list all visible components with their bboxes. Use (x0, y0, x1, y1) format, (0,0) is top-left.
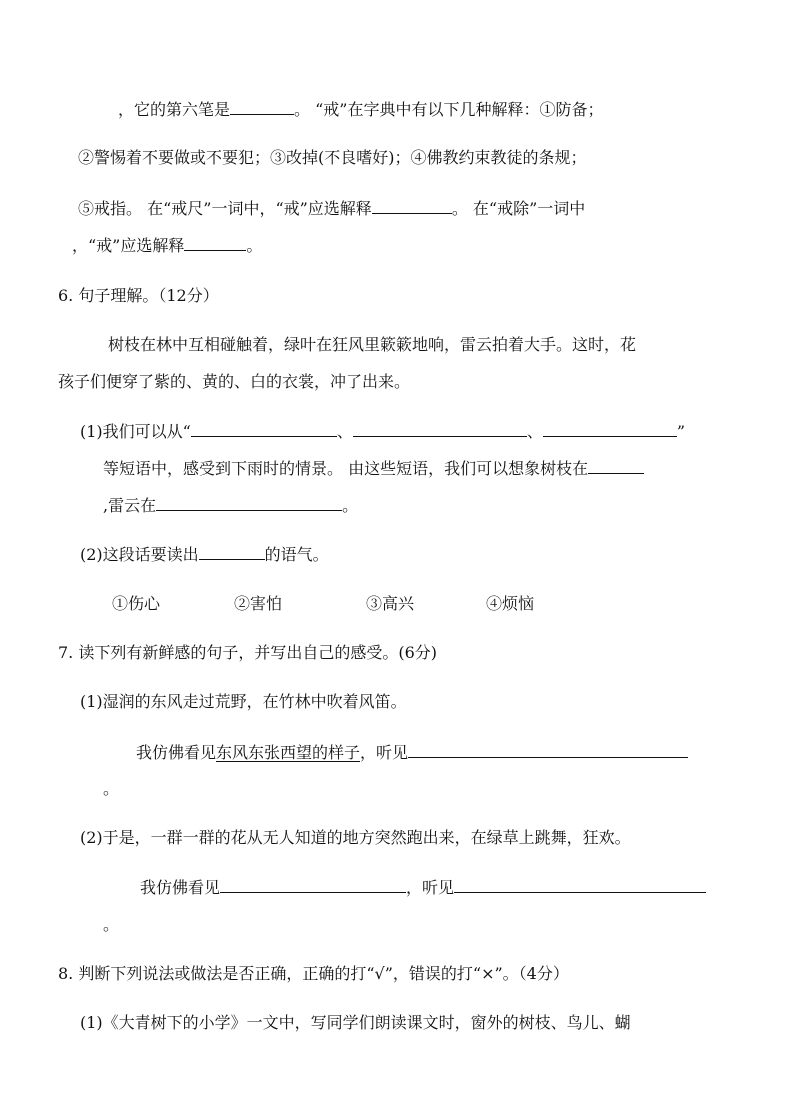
q5-line-1 (118, 98, 603, 121)
q7-title: 7. 读下列有新鲜感的句子，并写出自己的感受。(6分) (58, 643, 438, 662)
q5-line-3 (78, 197, 585, 220)
answer-blank[interactable] (353, 420, 527, 437)
q6-text: 。 (342, 496, 359, 515)
q6-text: ,雷云在 (103, 496, 157, 515)
answer-blank[interactable] (230, 98, 294, 115)
answer-blank[interactable] (220, 876, 406, 893)
q6-part1-line-1 (80, 420, 685, 443)
answer-blank[interactable] (372, 197, 452, 214)
q5-text: 。 “戒”在字典中有以下几种解释：①防备； (294, 100, 604, 119)
q6-text: 等短语中，感受到下雨时的情景。 由这些短语，我们可以想象树枝在 (103, 459, 589, 478)
q5-text: ⑤戒指。 在“戒尺”一词中，“戒”应选解释 (78, 199, 372, 218)
q7-answer-1 (136, 741, 688, 764)
q6-text: ” (676, 422, 686, 441)
q6-text: (1)我们可以从“ (80, 422, 191, 441)
q5-line-2 (78, 147, 587, 169)
q8-statement-1: (1)《大青树下的小学》一文中，写同学们朗读课文时，窗外的树枝、鸟儿、蝴 (80, 1013, 631, 1032)
q5-text: ②警惕着不要做或不要犯；③改掉(不良嗜好)；④佛教约束教徒的条规； (78, 148, 587, 167)
q7-sample-answer: 东风东张西望的样子 (216, 743, 361, 762)
q6-option-2[interactable]: ②害怕 (234, 594, 283, 613)
q6-part1-line-2 (103, 457, 644, 480)
answer-blank[interactable] (588, 457, 644, 474)
answer-blank[interactable] (191, 420, 337, 437)
q7-text: ，听见 (360, 743, 409, 762)
q6-passage-line-1: 树枝在林中互相碰触着，绿叶在狂风里簌簌地响，雷云拍着大手。这时，花 (108, 335, 637, 354)
q6-part1-line-3 (103, 494, 358, 517)
q8-title: 8. 判断下列说法或做法是否正确，正确的打“√”，错误的打“×”。（4分） (58, 964, 569, 983)
answer-blank[interactable] (408, 741, 688, 758)
q5-text: ，它的第六笔是 (118, 100, 231, 119)
q6-part2 (80, 543, 329, 566)
q6-option-3[interactable]: ③高兴 (366, 594, 415, 613)
q6-text: 、 (526, 422, 543, 441)
q6-text: 、 (336, 422, 353, 441)
q5-text: ，“戒”应选解释 (72, 236, 185, 255)
q6-passage-line-2: 孩子们便穿了紫的、黄的、白的衣裳，冲了出来。 (58, 372, 411, 391)
q6-text: (2)这段话要读出 (80, 545, 199, 564)
q7-sentence-1: (1)湿润的东风走过荒野，在竹林中吹着风笛。 (80, 692, 407, 711)
answer-blank[interactable] (543, 420, 677, 437)
q7-answer-2 (140, 876, 706, 899)
q6-option-4[interactable]: ④烦恼 (486, 594, 535, 613)
answer-blank[interactable] (199, 543, 265, 560)
q7-text: 我仿佛看见 (136, 743, 217, 762)
answer-blank[interactable] (156, 494, 342, 511)
answer-blank[interactable] (184, 234, 246, 251)
q7-answer-1-end: 。 (103, 779, 120, 798)
q6-text: 的语气。 (264, 545, 329, 564)
q7-text: 我仿佛看见 (140, 878, 221, 897)
answer-blank[interactable] (454, 876, 706, 893)
q5-text: 。 (246, 236, 263, 255)
q7-answer-2-end: 。 (103, 915, 120, 934)
q7-text: ，听见 (406, 878, 455, 897)
q5-line-4 (72, 234, 262, 257)
q5-text: 。 在“戒除”一词中 (451, 199, 586, 218)
q6-title: 6. 句子理解。（12分） (58, 286, 219, 305)
q7-sentence-2: (2)于是，一群一群的花从无人知道的地方突然跑出来，在绿草上跳舞，狂欢。 (80, 828, 631, 847)
q6-option-1[interactable]: ①伤心 (112, 594, 161, 613)
